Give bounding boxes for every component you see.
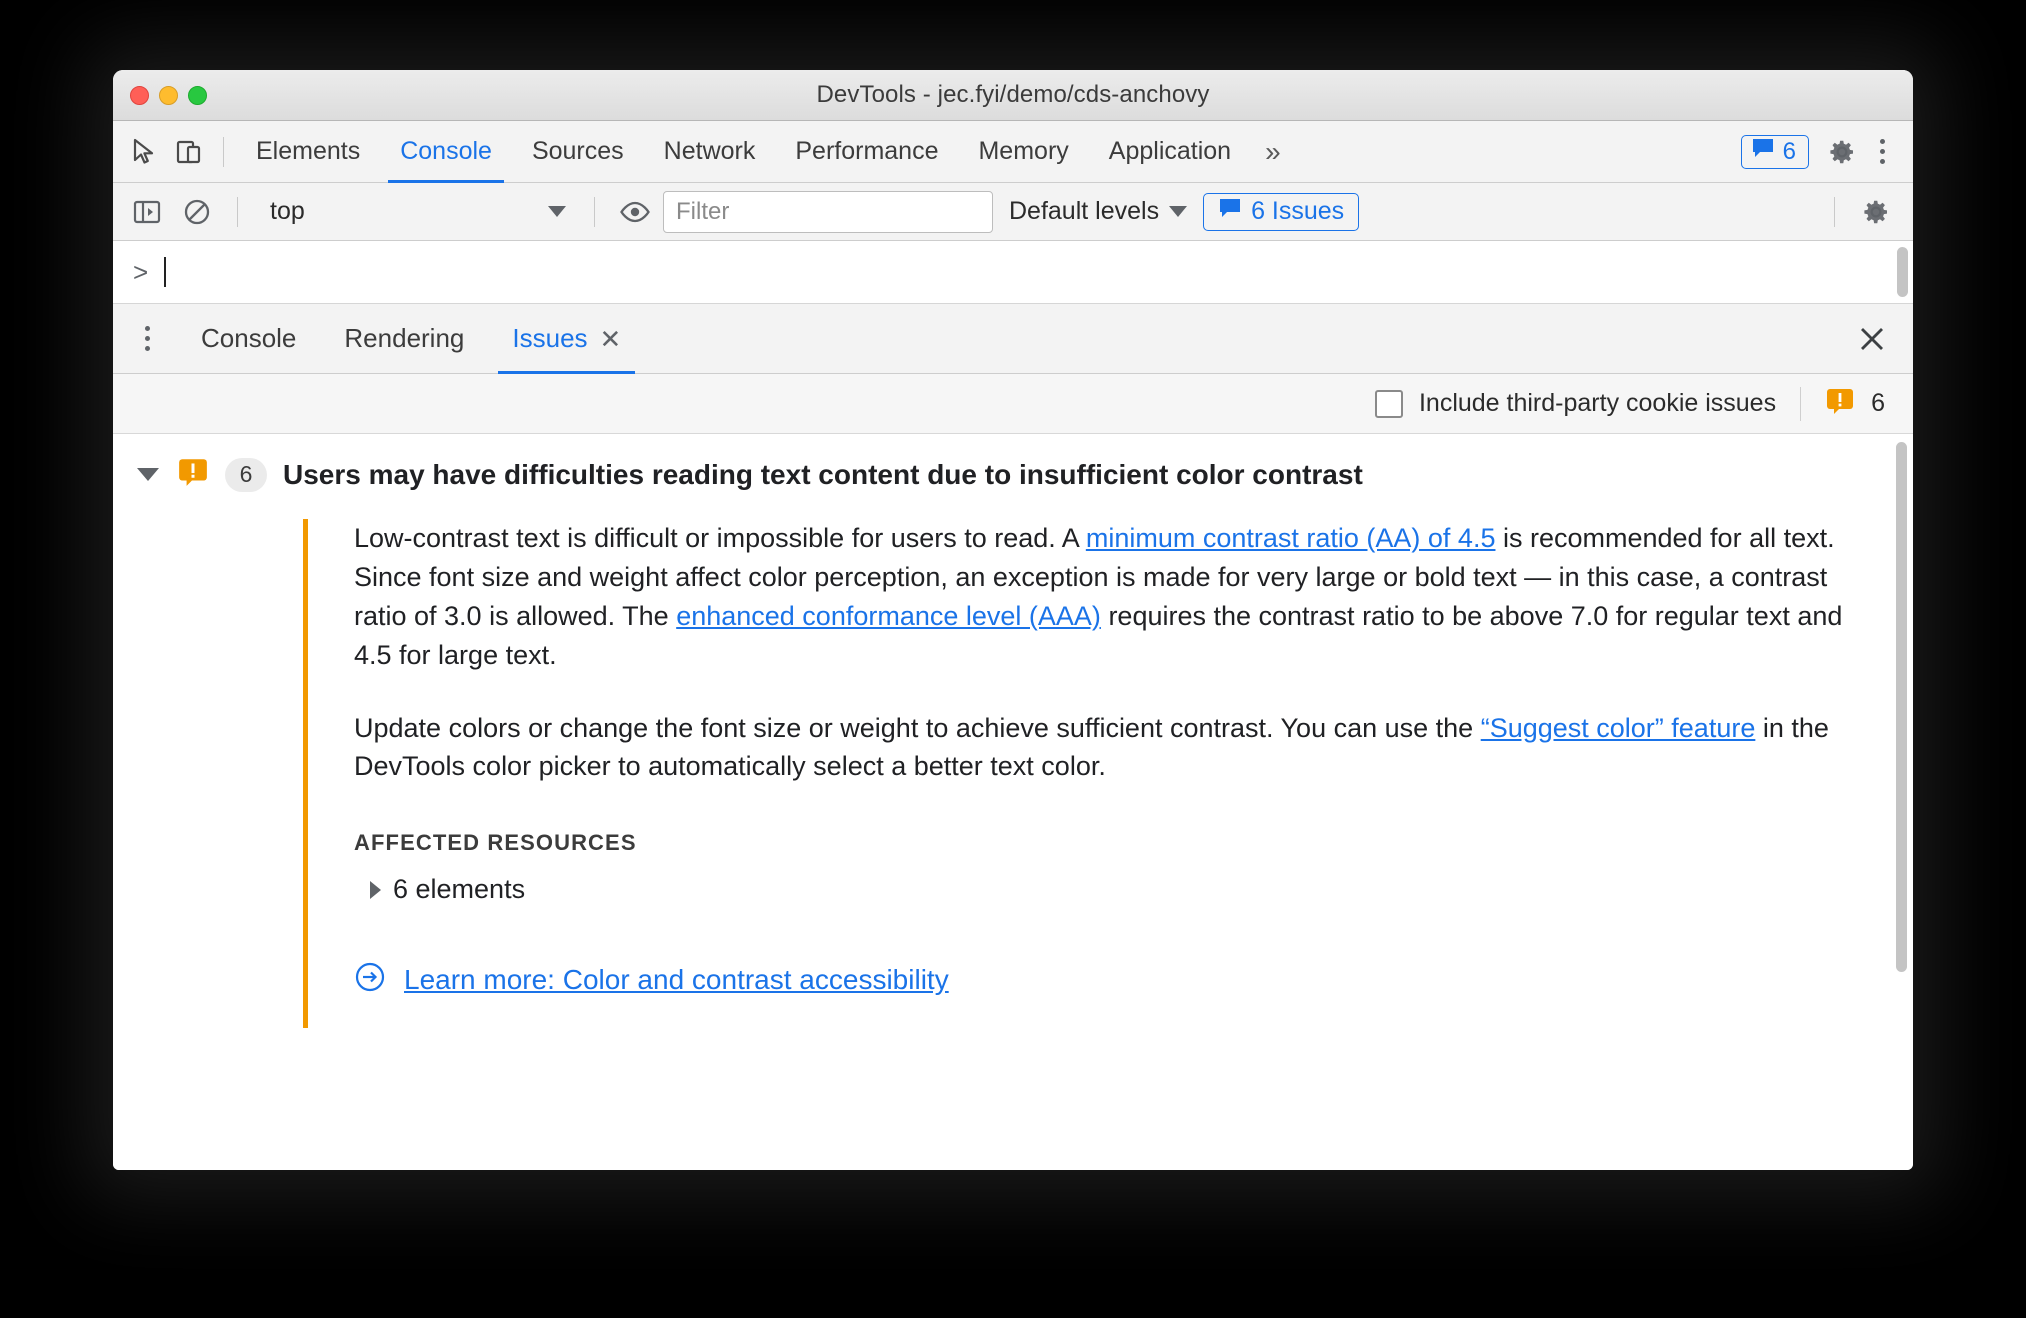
issue-count-badge: 6 xyxy=(225,458,267,492)
log-levels-selector[interactable] xyxy=(999,197,1197,226)
link-suggest-color-feature[interactable]: “Suggest color” feature xyxy=(1480,712,1756,743)
link-enhanced-conformance-level[interactable]: enhanced conformance level (AAA) xyxy=(676,600,1101,631)
affected-resources-item-label: 6 elements xyxy=(393,874,526,905)
titlebar xyxy=(113,70,1913,121)
learn-more-row[interactable] xyxy=(354,961,1863,998)
device-toolbar-icon[interactable] xyxy=(167,130,211,174)
tab-network-label: Network xyxy=(663,137,756,165)
issues-message-icon xyxy=(1751,137,1775,166)
paragraph1-text-2: is recommended for all text. Since font size and weight affect color perception, an exception is made for very large or bold text — in this case, a contrast ratio of 3.0 is allowed. The xyxy=(354,523,1835,631)
text-caret xyxy=(164,257,166,287)
issue-paragraph-1 xyxy=(354,519,1863,675)
issues-counter-label: 6 xyxy=(1782,137,1796,165)
tab-network[interactable] xyxy=(644,121,776,183)
issues-toolbar xyxy=(113,374,1913,434)
drawer-tab-rendering-label: Rendering xyxy=(344,323,465,353)
console-toolbar-divider xyxy=(237,197,238,227)
warning-icon xyxy=(1825,386,1855,421)
console-toolbar-divider-3 xyxy=(1834,197,1835,227)
more-tabs-button[interactable] xyxy=(1251,121,1295,183)
issue-warning-icon xyxy=(177,456,209,493)
paragraph1-text-1: Low-contrast text is difficult or impossible for users to read. A xyxy=(354,523,1086,553)
console-sidebar-icon[interactable] xyxy=(125,190,169,234)
inspect-icon[interactable] xyxy=(123,130,167,174)
devtools-menu-icon[interactable] xyxy=(1865,129,1899,175)
paragraph2-text-1: Update colors or change the font size or weight to achieve sufficient contrast. You can use the xyxy=(354,712,1481,743)
log-levels-label: Default levels xyxy=(1009,197,1160,225)
chevron-down-icon xyxy=(1169,206,1187,217)
live-expression-icon[interactable] xyxy=(613,190,657,234)
toolbar-divider xyxy=(223,137,224,167)
third-party-cookie-label: Include third-party cookie issues xyxy=(1418,389,1777,417)
issues-list xyxy=(113,434,1913,1170)
drawer-tabbar xyxy=(113,304,1913,374)
issues-message-icon xyxy=(1218,197,1242,226)
issues-button[interactable] xyxy=(1203,193,1359,231)
panel-tabs xyxy=(236,121,1741,183)
affected-resources-item[interactable] xyxy=(370,874,1863,905)
console-settings-gear-icon[interactable] xyxy=(1853,189,1899,235)
link-minimum-contrast-ratio[interactable]: minimum contrast ratio (AA) of 4.5 xyxy=(1085,523,1496,553)
issue-details xyxy=(303,519,1863,1028)
tab-performance-label: Performance xyxy=(795,137,939,165)
issue-paragraph-2 xyxy=(354,709,1863,787)
console-toolbar xyxy=(113,183,1913,241)
tab-console[interactable] xyxy=(380,121,512,183)
tab-application[interactable] xyxy=(1089,121,1251,183)
issues-toolbar-divider xyxy=(1800,387,1801,421)
tab-application-label: Application xyxy=(1108,137,1232,165)
external-link-icon xyxy=(354,961,386,998)
issues-counter-button[interactable] xyxy=(1741,135,1809,169)
settings-gear-icon[interactable] xyxy=(1819,129,1865,175)
console-scrollbar[interactable] xyxy=(1897,247,1908,297)
drawer-tab-rendering[interactable] xyxy=(320,304,488,374)
main-toolbar xyxy=(113,121,1913,183)
drawer-tab-issues[interactable] xyxy=(488,304,645,374)
tab-elements-label: Elements xyxy=(256,137,361,165)
issues-scrollbar[interactable] xyxy=(1896,442,1907,972)
paragraph2-text-2: in the DevTools color picker to automatically select a better text color. xyxy=(354,712,1829,782)
affected-resources-label: AFFECTED RESOURCES xyxy=(354,830,637,856)
drawer-tab-console-label: Console xyxy=(201,323,297,353)
clear-console-icon[interactable] xyxy=(175,190,219,234)
issues-button-label: 6 Issues xyxy=(1251,197,1345,225)
close-window-button[interactable] xyxy=(130,86,149,105)
issue-title: Users may have difficulties reading text content due to insufficient color contrast xyxy=(283,458,1363,490)
console-filter-input[interactable] xyxy=(663,191,993,233)
third-party-cookie-checkbox[interactable] xyxy=(1375,390,1403,418)
chevron-down-icon xyxy=(548,206,566,217)
tab-console-label: Console xyxy=(400,137,492,165)
drawer-tab-issues-label: Issues xyxy=(512,323,588,353)
chevron-right-icon xyxy=(370,881,381,899)
more-tabs-label: » xyxy=(1265,135,1281,167)
window-title: DevTools - jec.fyi/demo/cds-anchovy xyxy=(816,81,1210,108)
drawer-tab-console[interactable] xyxy=(177,304,320,374)
devtools-window xyxy=(113,70,1913,1170)
close-issues-tab-icon[interactable]: ✕ xyxy=(599,323,622,354)
expand-collapse-icon[interactable] xyxy=(137,468,159,481)
maximize-window-button[interactable] xyxy=(188,86,207,105)
window-controls xyxy=(130,70,207,120)
tab-elements[interactable] xyxy=(236,121,380,183)
tab-sources-label: Sources xyxy=(531,137,624,165)
paragraph1-text-3: requires the contrast ratio to be above 7.0 for regular text and 4.5 for large text. xyxy=(354,600,1843,670)
tab-sources[interactable] xyxy=(512,121,644,183)
minimize-window-button[interactable] xyxy=(159,86,178,105)
prompt-arrow-icon: > xyxy=(133,257,149,287)
tab-memory[interactable] xyxy=(958,121,1088,183)
tab-memory-label: Memory xyxy=(978,137,1069,165)
learn-more-link[interactable]: Learn more: Color and contrast accessibility xyxy=(404,963,949,995)
console-toolbar-divider-2 xyxy=(594,197,595,227)
tab-performance[interactable] xyxy=(775,121,958,183)
issues-warning-count: 6 xyxy=(1871,389,1885,417)
console-prompt-row[interactable] xyxy=(113,241,1913,304)
close-drawer-icon[interactable] xyxy=(1849,316,1895,362)
issue-row-header[interactable] xyxy=(113,456,1913,493)
context-selector[interactable] xyxy=(256,192,576,232)
drawer-menu-icon[interactable] xyxy=(125,317,169,361)
context-selector-value: top xyxy=(270,197,305,225)
